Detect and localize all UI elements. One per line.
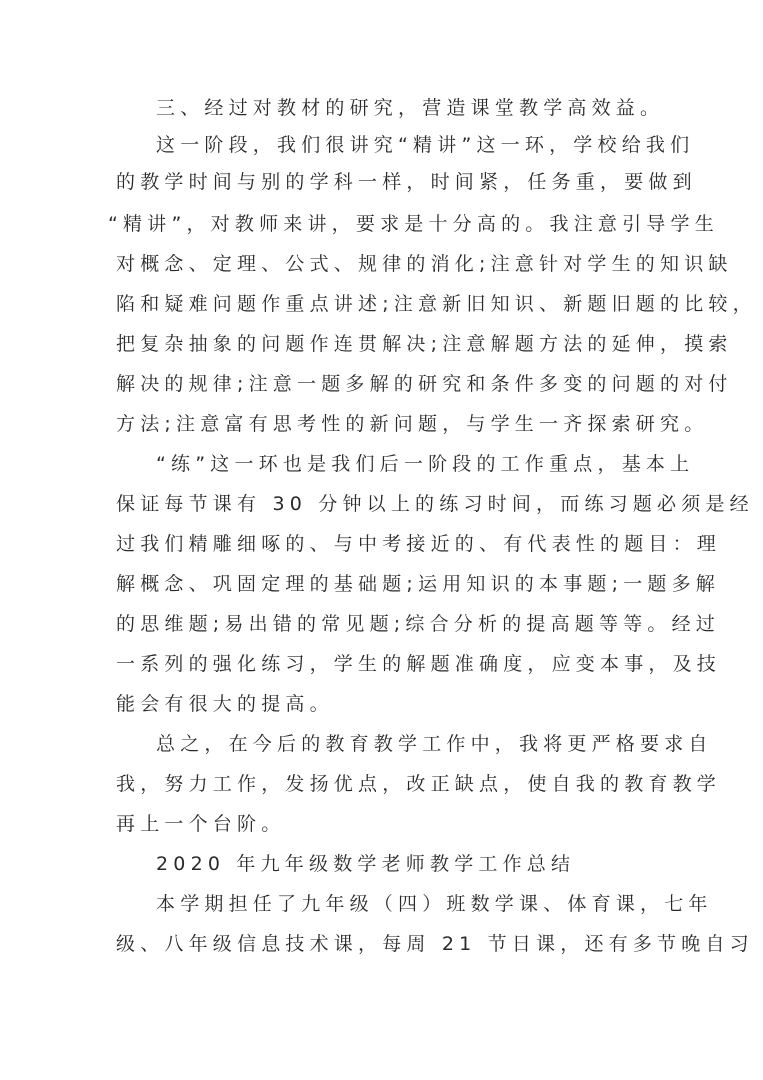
paragraph-line: 把复杂抽象的问题作连贯解决;注意解题方法的延伸，摸索 bbox=[116, 333, 733, 355]
paragraph-line: 对概念、定理、公式、规律的消化;注意针对学生的知识缺 bbox=[116, 253, 733, 275]
paragraph-line: 的教学时间与别的学科一样，时间紧，任务重，要做到 bbox=[116, 171, 697, 193]
paragraph-line: 方法;注意富有思考性的新问题，与学生一齐探索研究。 bbox=[116, 413, 709, 435]
paragraph-line: 能会有很大的提高。 bbox=[116, 693, 334, 715]
paragraph-line: 的思维题;易出错的常见题;综合分析的提高题等等。经过 bbox=[116, 613, 721, 635]
paragraph-line: 一系列的强化练习，学生的解题准确度，应变本事，及技 bbox=[116, 653, 722, 675]
paragraph-line: “练”这一环也是我们后一阶段的工作重点，基本上 bbox=[156, 453, 695, 475]
paragraph-line: 再上一个台阶。 bbox=[116, 813, 286, 835]
paragraph-line: 过我们精雕细啄的、与中考接近的、有代表性的题目：理 bbox=[116, 533, 722, 555]
paragraph-line: 这一阶段，我们很讲究“精讲”这一环，学校给我们 bbox=[156, 134, 695, 156]
paragraph-line: 解概念、巩固定理的基础题;运用知识的本事题;一题多解 bbox=[116, 573, 721, 595]
paragraph-line: 本学期担任了九年级（四）班数学课、体育课，七年 bbox=[156, 893, 713, 915]
paragraph-line: 保证每节课有 30 分钟以上的练习时间，而练习题必须是经 bbox=[116, 493, 754, 515]
paragraph-line: 总之，在今后的教育教学工作中，我将更严格要求自 bbox=[156, 733, 713, 755]
paragraph-line: “精讲”，对教师来讲，要求是十分高的。我注意引导学生 bbox=[108, 213, 719, 235]
section-heading: 三、经过对教材的研究，营造课堂教学高效益。 bbox=[156, 97, 665, 119]
paragraph-line: 陷和疑难问题作重点讲述;注意新旧知识、新题旧题的比较， bbox=[116, 293, 757, 315]
paragraph-line: 解决的规律;注意一题多解的研究和条件多变的问题的对付 bbox=[116, 373, 733, 395]
document-title: 2020 年九年级数学老师教学工作总结 bbox=[156, 853, 576, 875]
paragraph-line: 级、八年级信息技术课，每周 21 节日课，还有多节晚自习 bbox=[116, 933, 754, 955]
paragraph-line: 我，努力工作，发扬优点，改正缺点，使自我的教育教学 bbox=[116, 773, 722, 795]
